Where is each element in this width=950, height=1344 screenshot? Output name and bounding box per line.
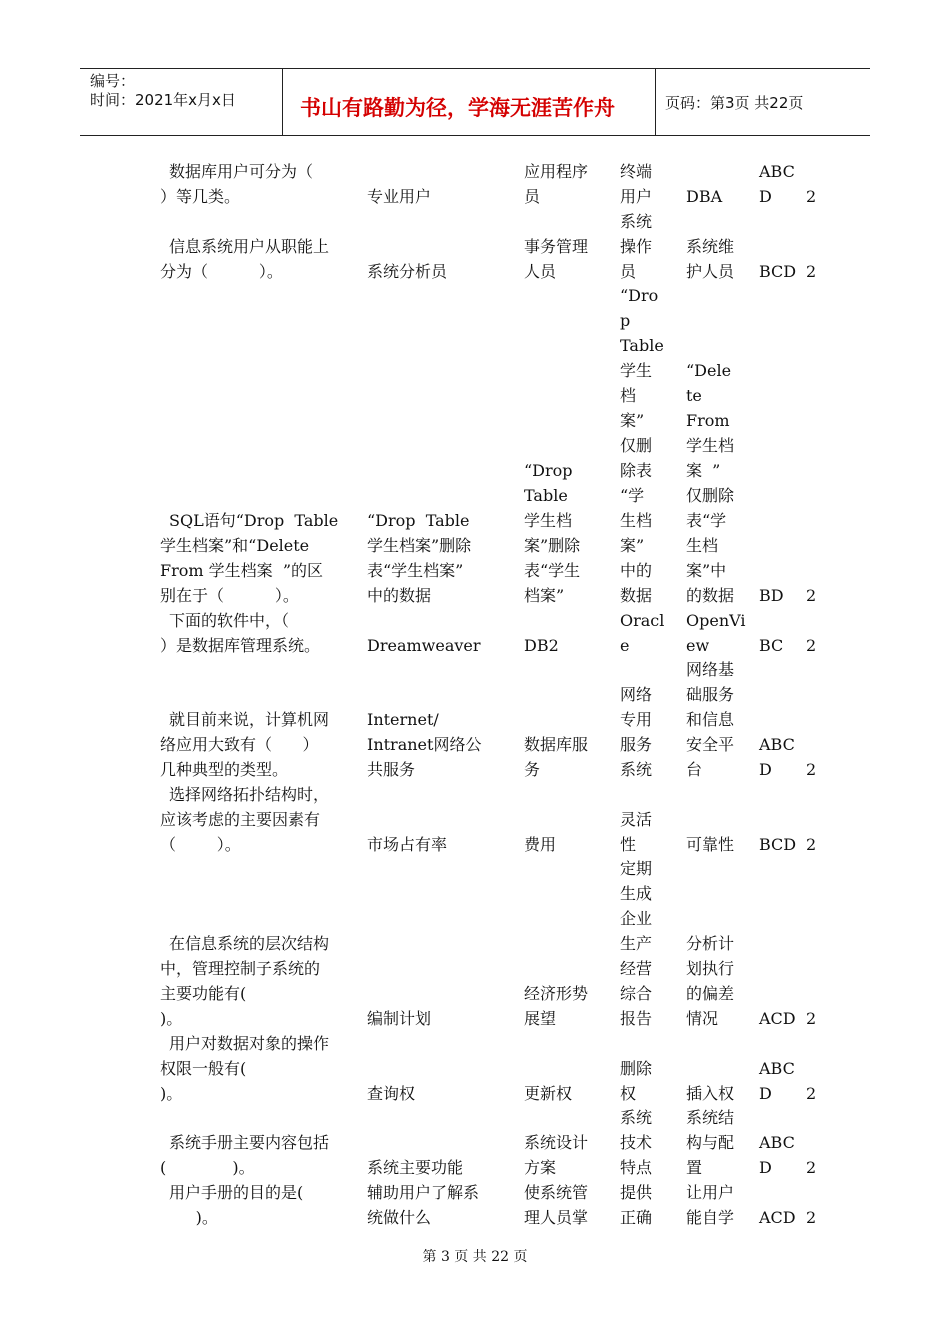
option-d: “Dele <box>686 361 732 380</box>
option-c: p <box>620 311 631 330</box>
option-b: 方案 <box>524 1158 557 1177</box>
option-b: 展望 <box>524 1009 557 1028</box>
header-bottom-rule <box>80 135 870 136</box>
answer-key: D <box>759 1084 772 1103</box>
question-text: ( )。 <box>160 1158 255 1177</box>
option-b: 学生档 <box>524 511 573 530</box>
option-d: 安全平 <box>686 735 735 754</box>
answer-key: D <box>759 760 772 779</box>
option-c: 删除 <box>620 1059 653 1078</box>
question-text: 学生档案”和“Delete <box>160 536 310 555</box>
option-c: Table <box>620 336 664 355</box>
option-c: 特点 <box>620 1158 653 1177</box>
option-c: 定期 <box>620 859 653 878</box>
option-b: 应用程序 <box>524 162 589 181</box>
option-c: 服务 <box>620 735 653 754</box>
document-date: 时间：2021年x月x日 <box>90 91 236 109</box>
option-d: 插入权 <box>686 1084 735 1103</box>
option-b: 务 <box>524 760 541 779</box>
option-c: 生成 <box>620 884 653 903</box>
option-c: 专用 <box>620 710 653 729</box>
option-a: 系统分析员 <box>367 262 448 281</box>
option-d: 生档 <box>686 536 719 555</box>
score: 2 <box>806 1009 817 1028</box>
option-d: 和信息 <box>686 710 735 729</box>
option-b: 经济形势 <box>524 984 589 1003</box>
question-text: 用户对数据对象的操作 <box>169 1034 330 1053</box>
question-text: 几种典型的类型。 <box>160 760 289 779</box>
option-c: 系统 <box>620 1108 653 1127</box>
option-c: 综合 <box>620 984 653 1003</box>
question-text: 络应用大致有（ ） <box>160 735 319 754</box>
answer-key: BD <box>759 586 784 605</box>
option-a: 学生档案”删除 <box>367 536 472 555</box>
option-d: 案”中 <box>686 561 727 580</box>
header-top-rule <box>80 68 870 69</box>
question-text: 系统手册主要内容包括 <box>169 1133 330 1152</box>
option-c: 灵活 <box>620 810 653 829</box>
option-b: 事务管理 <box>524 237 589 256</box>
option-c: 员 <box>620 262 637 281</box>
option-c: 系统 <box>620 760 653 779</box>
option-a: 专业用户 <box>367 187 432 206</box>
question-text: 中，管理控制子系统的 <box>160 959 321 978</box>
option-b: 档案” <box>524 586 565 605</box>
option-c: 除表 <box>620 461 653 480</box>
option-a: 中的数据 <box>367 586 432 605</box>
option-c: 报告 <box>620 1009 653 1028</box>
question-text: ）是数据库管理系统。 <box>160 636 321 655</box>
option-c: 提供 <box>620 1183 653 1202</box>
option-d: 分析计 <box>686 934 735 953</box>
score: 2 <box>806 835 817 854</box>
question-text: 主要功能有( <box>160 984 247 1003</box>
option-d: 能自学 <box>686 1208 735 1227</box>
option-a: Internet/ <box>367 710 439 729</box>
question-text: 就目前来说，计算机网 <box>169 710 330 729</box>
option-b: 使系统管 <box>524 1183 589 1202</box>
option-d: 系统结 <box>686 1108 735 1127</box>
answer-key: BCD <box>759 835 797 854</box>
option-d: 护人员 <box>686 262 735 281</box>
option-c: 中的 <box>620 561 653 580</box>
option-b: “Drop <box>524 461 573 480</box>
option-b: 理人员掌 <box>524 1208 589 1227</box>
option-a: 系统主要功能 <box>367 1158 464 1177</box>
option-b: DB2 <box>524 636 559 655</box>
option-a: “Drop Table <box>367 511 470 530</box>
question-text: 选择网络拓扑结构时， <box>169 785 330 804</box>
question-text: 别在于（ ）。 <box>160 586 299 605</box>
option-c: 性 <box>620 835 637 854</box>
score: 2 <box>806 1084 817 1103</box>
question-text: )。 <box>160 1009 183 1028</box>
option-a: 辅助用户了解系 <box>367 1183 480 1202</box>
question-text: 权限一般有( <box>160 1059 247 1078</box>
option-c: 经营 <box>620 959 653 978</box>
option-c: 生档 <box>620 511 653 530</box>
option-c: 数据 <box>620 586 653 605</box>
option-a: 市场占有率 <box>367 835 448 854</box>
option-d: ew <box>686 636 710 655</box>
option-c: 权 <box>620 1084 637 1103</box>
answer-key: BCD <box>759 262 797 281</box>
option-a: 查询权 <box>367 1084 416 1103</box>
option-d: 案 ” <box>686 461 721 480</box>
option-b: 人员 <box>524 262 557 281</box>
option-c: 用户 <box>620 187 653 206</box>
option-c: 案” <box>620 411 645 430</box>
option-d: DBA <box>686 187 723 206</box>
answer-key: ACD <box>759 1009 796 1028</box>
option-c: 案” <box>620 536 645 555</box>
option-b: 数据库服 <box>524 735 589 754</box>
answer-key: D <box>759 187 772 206</box>
score: 2 <box>806 262 817 281</box>
score: 2 <box>806 636 817 655</box>
option-c: 学生 <box>620 361 653 380</box>
option-b: 系统设计 <box>524 1133 589 1152</box>
score: 2 <box>806 586 817 605</box>
answer-key: ABC <box>759 735 795 754</box>
page-footer: 第 3 页 共 22 页 <box>422 1249 528 1265</box>
header-divider-2 <box>655 68 656 136</box>
score: 2 <box>806 1208 817 1227</box>
option-c: 网络 <box>620 685 653 704</box>
option-b: 员 <box>524 187 541 206</box>
option-a: 统做什么 <box>367 1208 432 1227</box>
option-c: e <box>620 636 630 655</box>
option-c: 终端 <box>620 162 653 181</box>
option-d: 构与配 <box>686 1133 735 1152</box>
option-a: Intranet网络公 <box>367 735 482 754</box>
option-c: 档 <box>620 386 637 405</box>
option-d: 让用户 <box>686 1183 735 1202</box>
option-a: 表“学生档案” <box>367 561 464 580</box>
option-b: 表“学生 <box>524 561 581 580</box>
option-d: 划执行 <box>686 959 735 978</box>
option-c: 企业 <box>620 909 653 928</box>
question-text: 应该考虑的主要因素有 <box>160 810 321 829</box>
option-d: 表“学 <box>686 511 727 530</box>
option-d: te <box>686 386 702 405</box>
option-d: 的数据 <box>686 586 735 605</box>
option-c: Oracl <box>620 611 665 630</box>
score: 2 <box>806 1158 817 1177</box>
option-d: 仅删除 <box>686 486 735 505</box>
question-text: 分为（ ）。 <box>160 262 283 281</box>
question-text: ）等几类。 <box>160 187 241 206</box>
score: 2 <box>806 187 817 206</box>
option-c: 正确 <box>620 1208 653 1227</box>
score: 2 <box>806 760 817 779</box>
option-d: 础服务 <box>686 685 735 704</box>
option-d: 网络基 <box>686 660 735 679</box>
question-text: )。 <box>160 1208 218 1227</box>
question-text: From 学生档案 ”的区 <box>160 561 323 580</box>
header-divider-1 <box>282 68 283 136</box>
option-a: Dreamweaver <box>367 636 481 655</box>
option-a: 编制计划 <box>367 1009 432 1028</box>
option-d: OpenVi <box>686 611 746 630</box>
option-c: “学 <box>620 486 645 505</box>
option-d: 可靠性 <box>686 835 735 854</box>
option-c: 仅删 <box>620 436 653 455</box>
option-b: 案”删除 <box>524 536 581 555</box>
answer-key: ABC <box>759 1133 795 1152</box>
option-c: 系统 <box>620 212 653 231</box>
option-d: 台 <box>686 760 703 779</box>
answer-key: ACD <box>759 1208 796 1227</box>
option-d: 置 <box>686 1158 703 1177</box>
option-d: 系统维 <box>686 237 735 256</box>
question-text: 信息系统用户从职能上 <box>169 237 330 256</box>
answer-key: ABC <box>759 1059 795 1078</box>
question-text: 在信息系统的层次结构 <box>169 934 330 953</box>
document-number-label: 编号： <box>90 72 136 90</box>
answer-key: BC <box>759 636 784 655</box>
option-d: 的偏差 <box>686 984 735 1003</box>
answer-key: ABC <box>759 162 795 181</box>
question-text: )。 <box>160 1084 183 1103</box>
option-d: 情况 <box>686 1009 719 1028</box>
option-c: 生产 <box>620 934 653 953</box>
answer-key: D <box>759 1158 772 1177</box>
option-c: 操作 <box>620 237 653 256</box>
option-d: 学生档 <box>686 436 735 455</box>
question-text: 用户手册的目的是( <box>169 1183 304 1202</box>
header-motto: 书山有路勤为径，学海无涯苦作舟 <box>300 96 615 120</box>
option-a: 共服务 <box>367 760 416 779</box>
page-info: 页码：第3页 共22页 <box>665 94 804 112</box>
option-b: 更新权 <box>524 1084 573 1103</box>
option-b: Table <box>524 486 568 505</box>
question-text: 下面的软件中，（ <box>169 611 290 630</box>
option-b: 费用 <box>524 835 557 854</box>
question-text: 数据库用户可分为（ <box>169 162 314 181</box>
option-d: From <box>686 411 730 430</box>
question-text: SQL语句“Drop Table <box>169 511 339 530</box>
option-c: 技术 <box>620 1133 653 1152</box>
option-c: “Dro <box>620 286 659 305</box>
question-text: （ ）。 <box>160 835 241 854</box>
